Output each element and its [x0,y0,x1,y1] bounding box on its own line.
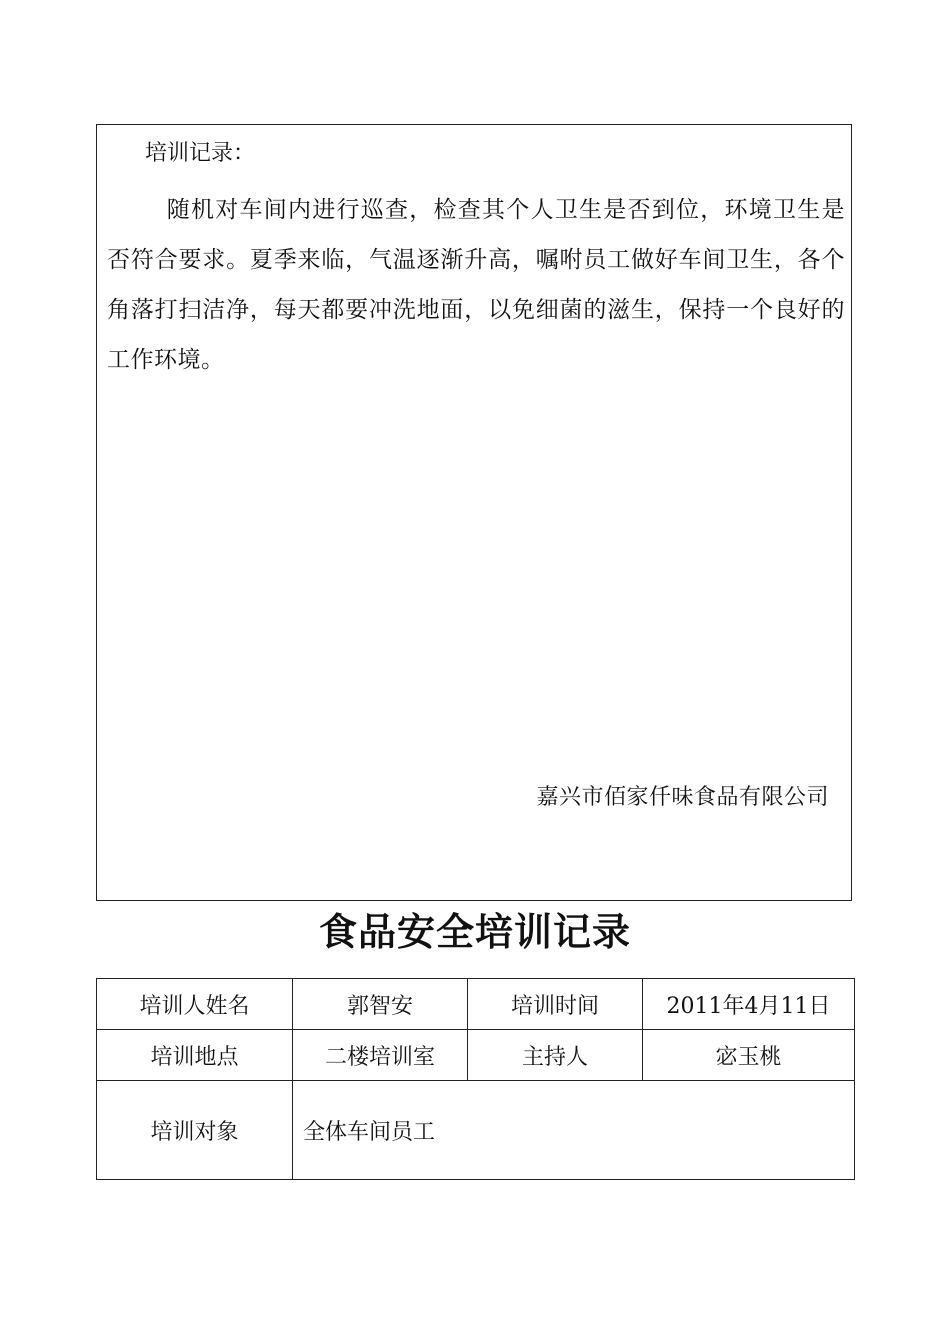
training-record-box [96,124,852,901]
host-value: 宓玉桃 [643,1030,855,1081]
table-row [97,1030,855,1081]
time-value: 2011年4月11日 [643,979,855,1030]
record-body-text: 随机对车间内进行巡查，检查其个人卫生是否到位，环境卫生是否符合要求。夏季来临，气温逐渐升高，嘱咐员工做好车间卫生，各个角落打扫洁净，每天都要冲洗地面，以免细菌的滋生，保持一个良好的工作环境。 [107,197,845,373]
host-label: 主持人 [468,1030,643,1081]
training-info-table [96,978,855,1180]
record-label: 培训记录： [145,141,256,166]
table-row [97,979,855,1030]
trainer-value: 郭智安 [293,979,468,1030]
audience-value: 全体车间员工 [293,1081,855,1180]
location-value: 二楼培训室 [293,1030,468,1081]
audience-label: 培训对象 [97,1081,293,1180]
trainer-label: 培训人姓名 [97,979,293,1030]
time-label: 培训时间 [468,979,643,1030]
location-label: 培训地点 [97,1030,293,1081]
table-row [97,1081,855,1180]
company-name: 嘉兴市佰家仟味食品有限公司 [536,785,829,810]
document-title: 食品安全培训记录 [318,909,631,954]
